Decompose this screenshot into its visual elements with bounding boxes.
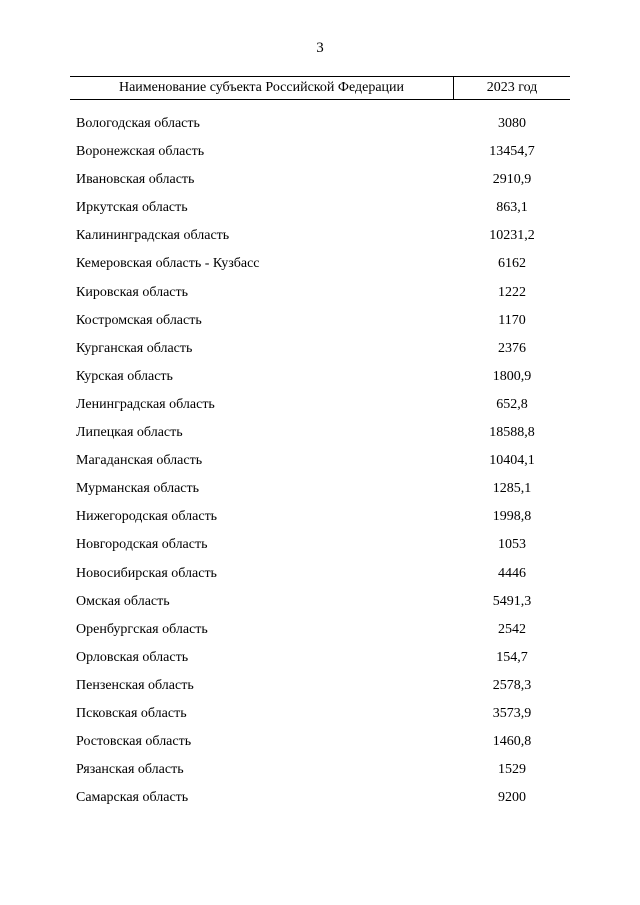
column-header-region: Наименование субъекта Российской Федерации — [70, 77, 454, 99]
table-row — [70, 307, 570, 335]
table-row — [70, 616, 570, 644]
table-row — [70, 531, 570, 559]
region-name-cell: Омская область — [76, 593, 170, 609]
value-cell: 1529 — [498, 762, 526, 778]
table-row — [70, 503, 570, 531]
table-row — [70, 419, 570, 447]
value-cell: 2376 — [498, 340, 526, 356]
region-name-cell: Самарская область — [76, 790, 189, 806]
region-name-cell: Кемеровская область - Кузбасс — [76, 256, 260, 272]
table-row — [70, 447, 570, 475]
region-name-cell: Оренбургская область — [76, 621, 208, 637]
table-row — [70, 391, 570, 419]
table-row — [70, 194, 570, 222]
region-name-cell: Калининградская область — [76, 228, 230, 244]
value-cell: 1170 — [498, 312, 526, 328]
region-name-cell: Ивановская область — [76, 172, 195, 188]
region-name-cell: Ростовская область — [76, 734, 192, 750]
table-row — [70, 110, 570, 138]
region-name-cell: Пензенская область — [76, 677, 194, 693]
value-cell: 10231,2 — [489, 228, 535, 244]
region-name-cell: Рязанская область — [76, 762, 184, 778]
value-cell: 3573,9 — [492, 705, 532, 721]
region-name-cell: Курская область — [76, 368, 173, 384]
region-name-cell: Новгородская область — [76, 537, 208, 553]
region-name-cell: Новосибирская область — [76, 565, 217, 581]
region-name-cell: Псковская область — [76, 705, 187, 721]
table-body — [70, 110, 570, 812]
table-row — [70, 335, 570, 363]
region-name-cell: Ленинградская область — [76, 396, 215, 412]
value-cell: 1998,8 — [492, 509, 532, 525]
value-cell: 18588,8 — [489, 425, 535, 441]
table-row — [70, 279, 570, 307]
value-cell: 4446 — [498, 565, 526, 581]
value-cell: 154,7 — [496, 649, 528, 665]
value-cell: 2910,9 — [492, 172, 532, 188]
table-row — [70, 644, 570, 672]
table-row — [70, 728, 570, 756]
table-row — [70, 138, 570, 166]
value-cell: 863,1 — [496, 200, 528, 216]
region-name-cell: Вологодская область — [76, 116, 200, 131]
value-cell: 9200 — [498, 790, 526, 806]
table-header — [70, 76, 570, 100]
table-row — [70, 784, 570, 812]
region-name-cell: Костромская область — [76, 312, 202, 328]
value-cell: 2578,3 — [492, 677, 532, 693]
region-name-cell: Иркутская область — [76, 200, 188, 216]
value-cell: 2542 — [498, 621, 526, 637]
table-row — [70, 475, 570, 503]
region-name-cell: Нижегородская область — [76, 509, 218, 525]
table-row — [70, 222, 570, 250]
value-cell: 1285,1 — [492, 481, 532, 497]
value-cell: 1053 — [498, 537, 526, 553]
data-table — [70, 76, 570, 812]
table-row — [70, 250, 570, 278]
region-name-cell: Магаданская область — [76, 453, 203, 469]
region-name-cell: Липецкая область — [76, 425, 183, 441]
table-row — [70, 672, 570, 700]
table-row — [70, 700, 570, 728]
page-number: 3 — [316, 40, 324, 56]
value-cell: 5491,3 — [492, 593, 532, 609]
table-row — [70, 588, 570, 616]
value-cell: 1460,8 — [492, 734, 532, 750]
value-cell: 1222 — [498, 284, 526, 300]
value-cell: 1800,9 — [492, 368, 532, 384]
table-row — [70, 756, 570, 784]
region-name-cell: Кировская область — [76, 284, 189, 300]
value-cell: 13454,7 — [489, 144, 535, 160]
table-row — [70, 363, 570, 391]
region-name-cell: Курганская область — [76, 340, 193, 356]
value-cell: 652,8 — [496, 396, 528, 412]
region-name-cell: Мурманская область — [76, 481, 200, 497]
column-header-year: 2023 год — [486, 80, 538, 95]
value-cell: 10404,1 — [489, 453, 535, 469]
value-cell: 6162 — [498, 256, 526, 272]
table-row — [70, 560, 570, 588]
table-row — [70, 166, 570, 194]
region-name-cell: Воронежская область — [76, 144, 205, 160]
region-name-cell: Орловская область — [76, 649, 189, 665]
value-cell: 3080 — [498, 116, 526, 131]
